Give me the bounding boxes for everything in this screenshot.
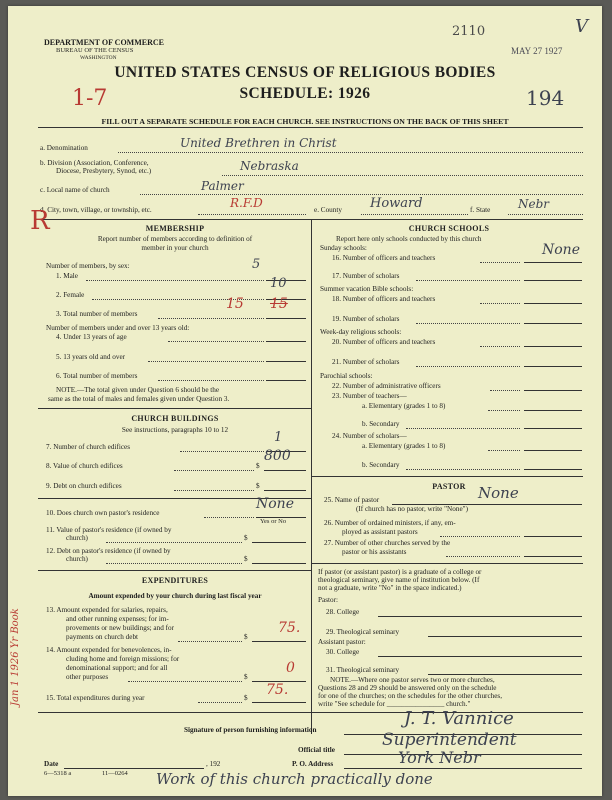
city: WASHINGTON bbox=[80, 55, 117, 61]
value-edifices-label: 8. Value of church edifices bbox=[46, 462, 123, 470]
form-code: 6—5318 a bbox=[44, 770, 72, 777]
city-value: R.F.D bbox=[230, 196, 263, 210]
q23a-label: a. Elementary (grades 1 to 8) bbox=[362, 402, 446, 410]
form-number-stamp: 2110 bbox=[452, 24, 486, 39]
q29-label: 29. Theological seminary bbox=[326, 628, 400, 636]
membership-note-2: same as the total of males and females given under Question 3. bbox=[48, 395, 230, 403]
value-edifices-value: 800 bbox=[264, 448, 291, 464]
q27-label: 27. Number of other churches served by the bbox=[324, 539, 451, 547]
q25-note: (If church has no pastor, write "None") bbox=[356, 505, 468, 513]
q24-label: 24. Number of scholars— bbox=[332, 432, 407, 440]
q18-label: 18. Number of officers and teachers bbox=[332, 295, 436, 303]
local-name-label: c. Local name of church bbox=[40, 186, 110, 194]
weekday-schools-label: Week-day religious schools: bbox=[320, 328, 402, 336]
q21-label: 21. Number of scholars bbox=[332, 358, 400, 366]
q25-value: None bbox=[478, 484, 519, 502]
edifices-value: 1 bbox=[274, 430, 283, 445]
benevolences-value: 0 bbox=[286, 660, 295, 676]
total-expenditures-label: 15. Total expenditures during year bbox=[46, 694, 145, 702]
residence-debt-label: 12. Debt on pastor's residence (if owned by bbox=[46, 547, 171, 555]
year-label: , 192 bbox=[206, 760, 221, 768]
yes-or-no-label: Yes or No bbox=[260, 518, 287, 525]
residence-debt-label-2: church) bbox=[66, 555, 88, 563]
pastor-note-1: NOTE.—Where one pastor serves two or more churches, bbox=[330, 676, 495, 684]
benevolences-line-1: 14. Amount expended for benevolences, in- bbox=[46, 646, 172, 654]
q23b-label: b. Secondary bbox=[362, 420, 400, 428]
college-note-3: not a graduate, write "No" in the space indicated.) bbox=[318, 584, 462, 592]
male-value: 5 bbox=[252, 257, 261, 272]
city-label: d. City, town, village, or township, etc. bbox=[40, 206, 152, 214]
local-name-value: Palmer bbox=[201, 179, 244, 193]
residence-value-label-2: church) bbox=[66, 534, 88, 542]
college-note-1: If pastor (or assistant pastor) is a graduate of a college or bbox=[318, 568, 482, 576]
q19-label: 19. Number of scholars bbox=[332, 315, 400, 323]
signature-value: J. T. Vannice bbox=[404, 708, 514, 729]
membership-intro-1: Report number of members according to definition of bbox=[97, 235, 253, 243]
salaries-line-1: 13. Amount expended for salaries, repairs, bbox=[46, 606, 168, 614]
denomination-label: a. Denomination bbox=[40, 144, 88, 152]
owns-residence-label: 10. Does church own pastor's residence bbox=[46, 509, 160, 517]
total-members-label: 3. Total number of members bbox=[56, 310, 138, 318]
county-value: Howard bbox=[370, 196, 423, 211]
q28-label: 28. College bbox=[326, 608, 360, 616]
official-title-label: Official title bbox=[298, 746, 335, 754]
membership-heading: MEMBERSHIP bbox=[145, 224, 205, 233]
under-13-label: 4. Under 13 years of age bbox=[56, 333, 127, 341]
handwritten-code: 194 bbox=[526, 86, 565, 110]
department: DEPARTMENT OF COMMERCE bbox=[44, 38, 165, 47]
total-members-crossed: 15 bbox=[270, 296, 288, 312]
expenditures-intro: Amount expended by your church during last fiscal year bbox=[88, 592, 262, 600]
red-r-mark: R bbox=[30, 206, 50, 236]
q17-label: 17. Number of scholars bbox=[332, 272, 400, 280]
total-members-value: 15 bbox=[226, 296, 244, 312]
female-label: 2. Female bbox=[56, 291, 85, 299]
denomination-value: United Brethren in Christ bbox=[180, 136, 337, 150]
instruction-line: FILL OUT A SEPARATE SCHEDULE FOR EACH CHURCH. SEE INSTRUCTIONS ON THE BACK OF THIS SHEET bbox=[101, 117, 509, 126]
pastor-note-3: for one of the churches; on the schedules for the other churches, bbox=[318, 692, 503, 700]
division-label-2: Diocese, Presbytery, Synod, etc.) bbox=[56, 167, 152, 175]
vertical-margin-note: Jan 1 1926 Yr Book bbox=[10, 608, 21, 706]
po-address-label: P. O. Address bbox=[292, 760, 334, 768]
edifices-label: 7. Number of church edifices bbox=[46, 443, 131, 451]
bottom-handwritten-note: Work of this church practically done bbox=[156, 770, 433, 788]
red-handwritten-number: 1-7 bbox=[72, 86, 108, 111]
salaries-value: 75. bbox=[278, 620, 301, 636]
q31-label: 31. Theological seminary bbox=[326, 666, 400, 674]
benevolences-line-3: denominational support; and for all bbox=[66, 664, 168, 672]
parochial-schools-label: Parochial schools: bbox=[320, 372, 373, 380]
state-label: f. State bbox=[470, 206, 491, 214]
benevolences-line-4: other purposes bbox=[66, 673, 109, 681]
buildings-intro: See instructions, paragraphs 10 to 12 bbox=[121, 426, 229, 434]
buildings-heading: CHURCH BUILDINGS bbox=[131, 414, 219, 423]
over-13-label: 5. 13 years old and over bbox=[56, 353, 126, 361]
by-age-label: Number of members under and over 13 years old: bbox=[46, 324, 190, 332]
q24a-label: a. Elementary (grades 1 to 8) bbox=[362, 442, 446, 450]
salaries-line-4: payments on church debt bbox=[66, 633, 139, 641]
q16-value: None bbox=[542, 242, 580, 258]
q22-label: 22. Number of administrative officers bbox=[332, 382, 441, 390]
residence-value-label: 11. Value of pastor's residence (if owned by bbox=[46, 526, 172, 534]
salaries-line-2: and other running expenses; for im- bbox=[66, 615, 169, 623]
bureau: BUREAU OF THE CENSUS bbox=[56, 47, 134, 54]
date-stamp: MAY 27 1927 bbox=[511, 46, 563, 56]
division-value: Nebraska bbox=[240, 159, 299, 173]
by-sex-label: Number of members, by sex: bbox=[46, 262, 130, 270]
check-mark-icon: V bbox=[575, 16, 588, 37]
form-subtitle: SCHEDULE: 1926 bbox=[239, 85, 371, 102]
q25-label: 25. Name of pastor bbox=[324, 496, 380, 504]
pastor-sub-label: Pastor: bbox=[318, 596, 338, 604]
benevolences-line-2: cluding home and foreign missions; for bbox=[66, 655, 180, 663]
pastor-heading: PASTOR bbox=[432, 482, 466, 491]
state-value: Nebr bbox=[518, 197, 550, 211]
q26-label-2: ployed as assistant pastors bbox=[342, 528, 418, 536]
sunday-schools-label: Sunday schools: bbox=[320, 244, 367, 252]
college-note-2: theological seminary, give name of institution below. (If bbox=[318, 576, 480, 584]
census-form-sheet: DEPARTMENT OF COMMERCE BUREAU OF THE CENSUS WASHINGTON 2110 MAY 27 1927 V UNITED STATES CENSUS OF RELIGIOUS BODIES SCHEDULE: 1926 1-7 194 FILL OUT A SEPARATE SCHEDULE FOR EACH CHURCH. SEE INSTRUCTIONS ON THE BACK OF THIS SHEET a. Denomination United Brethren in Christ b. Division (Association, Conference, Diocese, Presbytery, Synod, etc.) Nebraska c. Local name of church Palmer d. City, town, village, or township, etc. R.F.D e. County Howard f. State Nebr R MEMBERSHIP Report number of members according to definition of member in your church Number of members, by sex: 1. Male 5 2. Female 10 3. Total number of members 15 15 Number of members under and over 13 years old: 4. Under 13 years of age 5. 13 years old and over 6. Total number of members NOTE.—The total given under Question 6 should be the same as the total of males and females given under Question 3. CHURCH BUILDINGS See instructions, paragraphs 10 to 12 7. Number of church edifices 1 8. Value of church edifices $ 800 9. Debt on church edifices $ 10. Does church own pastor's residence Yes or No None 11. Value of pastor's residence (if owned by church) $ 12. Debt on pastor's residence (if owned by church) $ EXPENDITURES Amount expended by your church during last fiscal year 13. Amount expended for salaries, repairs, and other running expenses; for im- provements or new buildings; and for payments on church debt $ 75. 14. Amount expended for benevolences, in- cluding home and foreign missions; for denominational support; and for all other purposes $ 0 15. Total expenditures during year $ 75. Jan 1 1926 Yr Book CHURCH SCHOOLS Report here only schools conducted by this church Sunday schools: 16. Number of officers and teachers None 17. Number of scholars Summer vacation Bible schools: 18. Number of officers and teachers 19. Number of scholars Week-day religious schools: 20. Number of officers and teachers 21. Number of scholars Parochial schools: 22. Number of administrative officers 23. Number of teachers— a. Elementary (grades 1 to 8) b. Secondary 24. Number of scholars— a. Elementary (grades 1 to 8) b. Secondary PASTOR 25. Name of pastor None (If church has no pastor, write "None") 26. Number of ordained ministers, if any, em- ployed as assistant pastors 27. Number of other churches served by the pastor or his assistants If pastor (or assistant pastor) is a graduate of a college or theological seminary, give name of institution below. (If not a graduate, write "No" in the space indicated.) Pastor: 28. College 29. Theological seminary Assistant pastor: 30. College 31. Theological seminary NOTE.—Where one pastor serves two or more churches, Questions 28 and 29 should be answered only on the schedule for one of the churches; on the schedules for the other churches, write "See schedule for ________________ church." Signature of person furnishing information J. T. Vannice Official title Superintendent Date , 192 P. O. Address York Nebr 6—5318 a 11—0264 Work of this church practically done bbox=[8, 6, 602, 796]
q23-label: 23. Number of teachers— bbox=[332, 392, 407, 400]
q20-label: 20. Number of officers and teachers bbox=[332, 338, 436, 346]
po-address-value: York Nebr bbox=[398, 748, 481, 767]
official-title-value: Superintendent bbox=[382, 730, 517, 750]
county-label: e. County bbox=[314, 206, 342, 214]
assistant-pastor-label: Assistant pastor: bbox=[318, 638, 366, 646]
pastor-note-4: write "See schedule for ________________ church." bbox=[318, 700, 471, 708]
q16-label: 16. Number of officers and teachers bbox=[332, 254, 436, 262]
salaries-line-3: provements or new buildings; and for bbox=[66, 624, 174, 632]
schools-intro: Report here only schools conducted by this church bbox=[336, 235, 482, 243]
q24b-label: b. Secondary bbox=[362, 461, 400, 469]
male-label: 1. Male bbox=[56, 272, 78, 280]
membership-intro-2: member in your church bbox=[141, 244, 209, 252]
pastor-note-2: Questions 28 and 29 should be answered only on the schedule bbox=[318, 684, 497, 692]
q27-label-2: pastor or his assistants bbox=[342, 548, 407, 556]
date-label: Date bbox=[44, 760, 59, 768]
summer-schools-label: Summer vacation Bible schools: bbox=[320, 285, 414, 293]
schools-heading: CHURCH SCHOOLS bbox=[408, 224, 490, 233]
expenditures-heading: EXPENDITURES bbox=[141, 576, 209, 585]
q26-label: 26. Number of ordained ministers, if any, em- bbox=[324, 519, 456, 527]
owns-residence-value: None bbox=[256, 496, 294, 512]
signature-label: Signature of person furnishing information bbox=[184, 726, 317, 734]
membership-note-1: NOTE.—The total given under Question 6 should be the bbox=[56, 386, 220, 394]
total-expenditures-value: 75. bbox=[266, 682, 289, 698]
debt-edifices-label: 9. Debt on church edifices bbox=[46, 482, 122, 490]
form-title: UNITED STATES CENSUS OF RELIGIOUS BODIES bbox=[114, 64, 496, 81]
female-value: 10 bbox=[270, 276, 287, 291]
q30-label: 30. College bbox=[326, 648, 360, 656]
form-code-2: 11—0264 bbox=[102, 770, 128, 777]
division-label: b. Division (Association, Conference, bbox=[40, 159, 149, 167]
total-by-age-label: 6. Total number of members bbox=[56, 372, 138, 380]
